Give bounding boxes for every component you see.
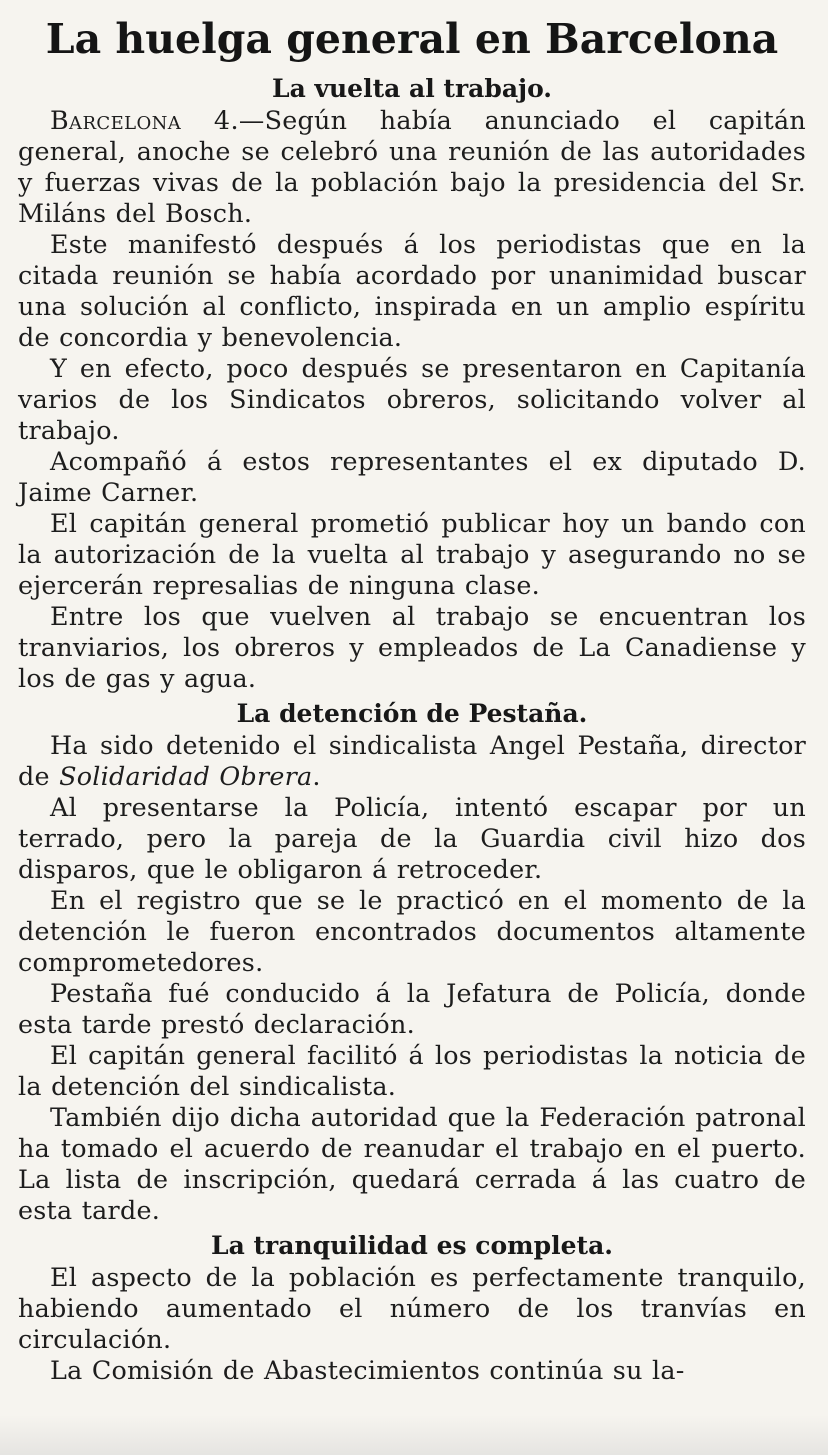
article-paragraph: Pestaña fué conducido á la Jefatura de Policía, donde esta tarde prestó declaración.: [18, 978, 806, 1039]
article-paragraph: Entre los que vuelven al trabajo se encuentran los tranviarios, los obreros y empleados de La Canadiense y los de gas y agua.: [18, 601, 806, 693]
article-paragraph: [18, 105, 806, 229]
section-heading: La vuelta al trabajo.: [271, 74, 553, 103]
section-heading: La detención de Pestaña.: [236, 699, 588, 728]
article-paragraph: Este manifestó después á los periodistas que en la citada reunión se había acordado por unanimidad buscar una solución al conflicto, inspirada en un amplio espíritu de concordia y benevolencia.: [18, 229, 806, 352]
dateline: Barcelona 4.: [50, 105, 239, 135]
article-paragraph: La Comisión de Abastecimientos continúa su la-: [50, 1355, 685, 1385]
article-paragraph: Al presentarse la Policía, intentó escapar por un terrado, pero la pareja de la Guardia civil hizo dos disparos, que le obligaron á retroceder.: [18, 792, 806, 884]
article-headline: La huelga general en Barcelona: [45, 15, 779, 63]
paragraph-text: —Según había anunciado el capitán general, anoche se celebró una reunión de las autoridades y fuerzas vivas de la población bajo la presidencia del Sr. Miláns del Bosch.: [18, 105, 806, 228]
paragraph-text: Ha sido detenido el sindicalista Angel Pestaña, director de: [18, 730, 806, 791]
newspaper-title: Solidaridad Obrera: [59, 761, 313, 791]
article-paragraph: [18, 730, 806, 792]
article-paragraph: También dijo dicha autoridad que la Federación patronal ha tomado el acuerdo de reanudar el trabajo en el puerto. La lista de inscripción, quedará cerrada á las cuatro de esta tarde.: [18, 1102, 806, 1225]
article-paragraph: El capitán general prometió publicar hoy un bando con la autorización de la vuelta al trabajo y asegurando no se ejercerán represalias de ninguna clase.: [18, 508, 806, 600]
section-heading: La tranquilidad es completa.: [211, 1231, 613, 1260]
scan-edge-shade: [0, 1415, 828, 1455]
article-paragraph: El aspecto de la población es perfectamente tranquilo, habiendo aumentado el número de los tranvías en circulación.: [18, 1262, 806, 1354]
paragraph-text: .: [312, 761, 321, 791]
article-paragraph: Y en efecto, poco después se presentaron en Capitanía varios de los Sindicatos obreros, solicitando volver al trabajo.: [18, 353, 806, 445]
article-paragraph: Acompañó á estos representantes el ex diputado D. Jaime Carner.: [18, 446, 806, 507]
article-paragraph: En el registro que se le practicó en el momento de la detención le fueron encontrados documentos altamente comprometedores.: [18, 885, 806, 977]
article-paragraph: El capitán general facilitó á los periodistas la noticia de la detención del sindicalista.: [18, 1040, 806, 1101]
